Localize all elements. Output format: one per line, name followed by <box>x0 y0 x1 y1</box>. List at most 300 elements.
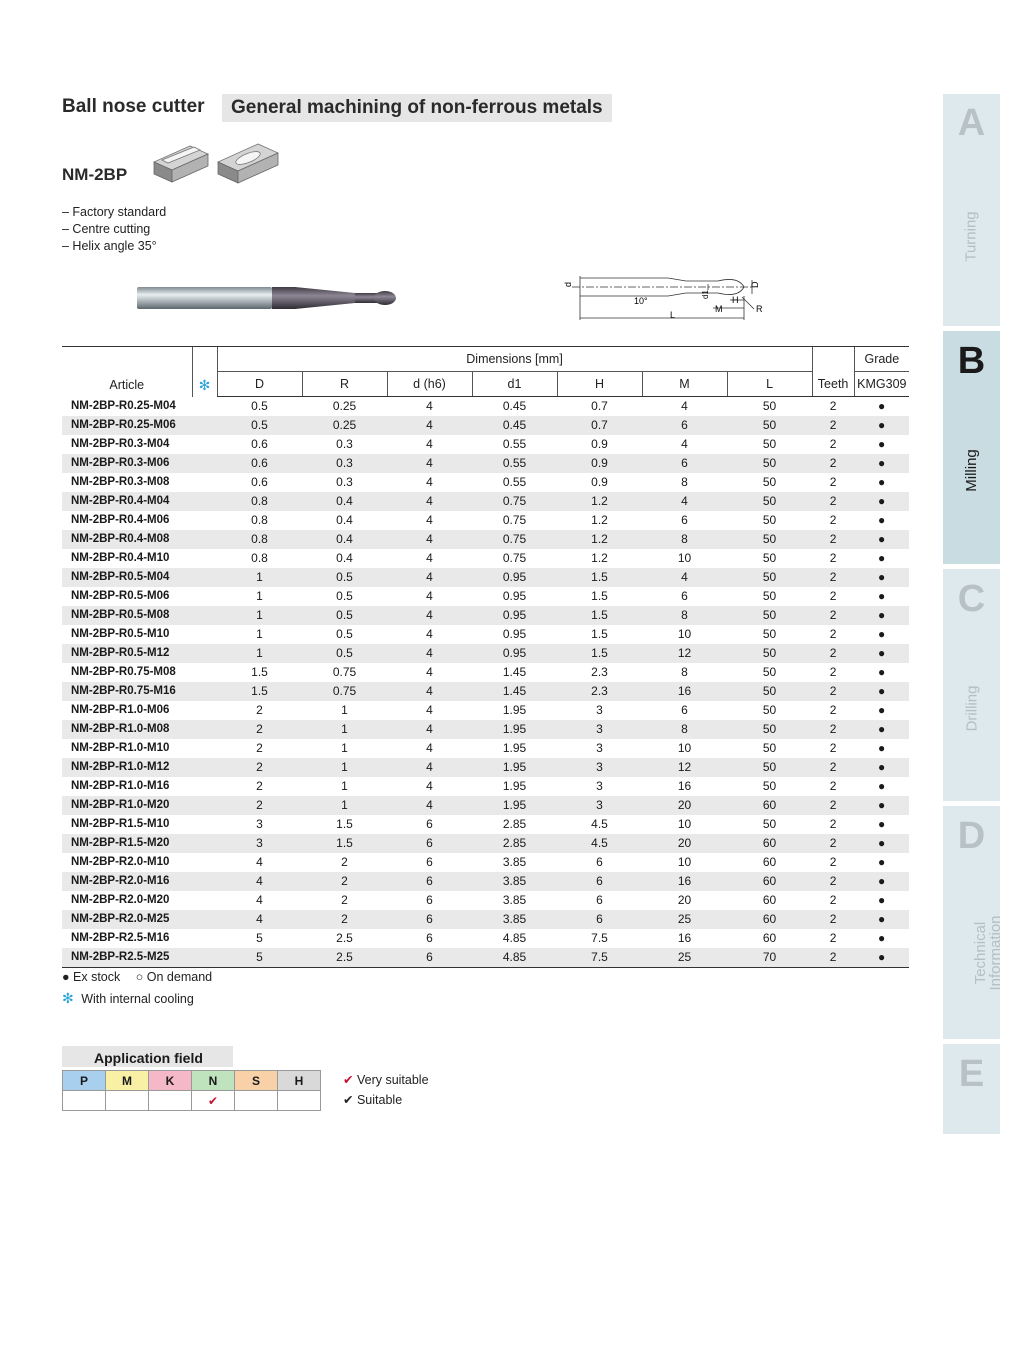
col-R: R <box>302 372 387 397</box>
cell-cooling <box>192 758 217 777</box>
cell-grade: ● <box>877 589 886 603</box>
table-row <box>62 663 909 682</box>
cell-M: 20 <box>677 893 692 907</box>
cell-R: 0.5 <box>336 646 353 660</box>
very-suitable-text: Very suitable <box>356 1073 429 1087</box>
cell-d1: 1.95 <box>502 703 527 717</box>
cell-cooling <box>192 910 217 929</box>
cell-teeth: 2 <box>829 646 837 660</box>
cell-cooling <box>192 663 217 682</box>
cell-grade: ● <box>877 855 886 869</box>
feature-item: – Helix angle 35° <box>62 239 157 253</box>
cell-cooling <box>192 435 217 454</box>
cell-d1: 1.45 <box>502 684 527 698</box>
cell-d1: 0.55 <box>502 437 527 451</box>
cell-L: 60 <box>762 836 777 850</box>
cell-D: 4 <box>256 893 263 907</box>
cell-d-h6: 4 <box>426 513 433 527</box>
cell-H: 3 <box>596 798 603 812</box>
cell-M: 12 <box>677 760 692 774</box>
cell-d1: 3.85 <box>502 855 527 869</box>
cell-grade: ● <box>877 418 886 432</box>
cell-article: NM-2BP-R0.25-M06 <box>71 419 176 431</box>
table-row <box>62 511 909 530</box>
cell-cooling <box>192 815 217 834</box>
cell-D: 4 <box>256 855 263 869</box>
cell-d1: 1.95 <box>502 779 527 793</box>
table-row <box>62 625 909 644</box>
cell-M: 4 <box>681 437 688 451</box>
cell-article: NM-2BP-R2.0-M25 <box>71 913 170 925</box>
table-row <box>62 549 909 568</box>
cell-cooling <box>192 473 217 492</box>
cell-d-h6: 4 <box>426 532 433 546</box>
col-H: H <box>557 372 642 397</box>
cell-d-h6: 4 <box>426 494 433 508</box>
cell-d-h6: 6 <box>426 893 433 907</box>
cell-teeth: 2 <box>829 456 837 470</box>
cell-grade: ● <box>877 836 886 850</box>
cell-M: 10 <box>677 551 692 565</box>
cell-L: 50 <box>762 532 777 546</box>
cell-d-h6: 4 <box>426 684 433 698</box>
cell-H: 6 <box>596 855 603 869</box>
cell-d1: 0.45 <box>502 418 527 432</box>
cell-article: NM-2BP-R1.5-M10 <box>71 818 170 830</box>
cell-cooling <box>192 530 217 549</box>
table-row <box>62 948 909 968</box>
stock-legend <box>62 970 212 984</box>
cell-teeth: 2 <box>829 722 837 736</box>
cell-H: 7.5 <box>591 931 608 945</box>
cell-R: 0.5 <box>336 570 353 584</box>
cell-H: 2.3 <box>591 665 608 679</box>
cell-L: 50 <box>762 608 777 622</box>
cell-d-h6: 4 <box>426 589 433 603</box>
cell-R: 0.4 <box>336 494 353 508</box>
feature-item: – Centre cutting <box>62 222 151 236</box>
side-tab-d-letter: D <box>957 815 986 857</box>
cell-d-h6: 4 <box>426 722 433 736</box>
cell-D: 2 <box>256 798 263 812</box>
cell-R: 1 <box>341 741 348 755</box>
cell-d-h6: 4 <box>426 665 433 679</box>
col-d1: d1 <box>472 372 557 397</box>
cell-R: 2 <box>341 912 348 926</box>
cell-teeth: 2 <box>829 741 837 755</box>
cell-M: 16 <box>677 684 692 698</box>
table-row <box>62 492 909 511</box>
cell-D: 1 <box>256 570 263 584</box>
cell-teeth: 2 <box>829 665 837 679</box>
cooling-legend-text: With internal cooling <box>81 992 194 1006</box>
cell-article: NM-2BP-R0.4-M10 <box>71 552 170 564</box>
table-row <box>62 682 909 701</box>
cell-grade: ● <box>877 703 886 717</box>
cell-M: 20 <box>677 836 692 850</box>
table-row <box>62 910 909 929</box>
cell-H: 6 <box>596 912 603 926</box>
cell-R: 2.5 <box>302 948 387 968</box>
cell-article: NM-2BP-R0.3-M04 <box>71 438 170 450</box>
cell-L: 50 <box>762 399 777 413</box>
cell-M: 8 <box>681 722 688 736</box>
cell-R: 1 <box>341 760 348 774</box>
cell-M: 8 <box>681 475 688 489</box>
cell-grade: ● <box>877 570 886 584</box>
cell-article: NM-2BP-R0.5-M10 <box>71 628 170 640</box>
cell-R: 0.25 <box>332 399 357 413</box>
table-row <box>62 606 909 625</box>
cell-grade: ● <box>877 551 886 565</box>
cell-d1: 0.95 <box>502 627 527 641</box>
cell-H: 3 <box>596 741 603 755</box>
drawing-label-L: L <box>670 310 676 320</box>
cell-H: 3 <box>596 722 603 736</box>
cell-teeth: 2 <box>829 798 837 812</box>
table-row <box>62 587 909 606</box>
table-row <box>62 815 909 834</box>
cell-R: 2 <box>341 874 348 888</box>
cell-L: 60 <box>762 874 777 888</box>
cell-article: NM-2BP-R0.4-M04 <box>71 495 170 507</box>
col-d-h6: d (h6) <box>387 372 472 397</box>
cell-d1: 0.75 <box>502 551 527 565</box>
table-row <box>62 853 909 872</box>
cell-teeth: 2 <box>829 912 837 926</box>
col-L: L <box>727 372 812 397</box>
side-tab-d-label: Technical Information <box>972 915 1004 991</box>
drawing-label-R: R <box>756 304 763 314</box>
legend-on-demand: ○ On demand <box>135 970 213 984</box>
cell-R: 0.3 <box>336 437 353 451</box>
cell-M: 12 <box>677 646 692 660</box>
cell-d1: 3.85 <box>502 893 527 907</box>
cell-cooling <box>192 701 217 720</box>
cell-M: 6 <box>681 456 688 470</box>
cell-M: 6 <box>681 513 688 527</box>
cell-M: 25 <box>677 912 692 926</box>
table-row <box>62 777 909 796</box>
application-group-n: N <box>192 1071 235 1091</box>
cell-D: 2 <box>256 779 263 793</box>
legend-ex-stock: ● Ex stock <box>62 970 121 984</box>
cell-grade: ● <box>877 779 886 793</box>
cell-article: NM-2BP-R1.0-M10 <box>71 742 170 754</box>
cell-D: 3 <box>256 817 263 831</box>
cell-grade: ● <box>877 893 886 907</box>
cell-d-h6: 4 <box>426 741 433 755</box>
cell-d-h6: 4 <box>426 608 433 622</box>
cell-d1: 3.85 <box>502 912 527 926</box>
cell-cooling <box>192 720 217 739</box>
cell-M: 4 <box>681 570 688 584</box>
cell-grade: ● <box>877 456 886 470</box>
cell-d-h6: 4 <box>426 798 433 812</box>
cell-cooling <box>192 606 217 625</box>
cell-d1: 0.55 <box>502 456 527 470</box>
cell-D: 0.8 <box>251 532 268 546</box>
cell-L: 50 <box>762 722 777 736</box>
cell-cooling <box>192 777 217 796</box>
suitable-check-icon: ✔ <box>343 1093 354 1107</box>
cell-H: 3 <box>596 779 603 793</box>
cell-L: 50 <box>762 513 777 527</box>
cell-D: 2 <box>256 703 263 717</box>
cell-d-h6: 4 <box>426 551 433 565</box>
cell-d1: 1.95 <box>502 760 527 774</box>
cell-d-h6: 4 <box>426 627 433 641</box>
cell-M: 25 <box>642 948 727 968</box>
cell-R: 0.5 <box>336 589 353 603</box>
cell-d-h6: 4 <box>426 418 433 432</box>
cell-teeth: 2 <box>829 608 837 622</box>
cell-d1: 0.45 <box>502 399 527 413</box>
cell-H: 1.2 <box>591 532 608 546</box>
cell-d1: 0.95 <box>502 608 527 622</box>
cell-M: 10 <box>677 817 692 831</box>
cell-D: 4 <box>256 912 263 926</box>
cell-H: 0.9 <box>591 437 608 451</box>
drawing-label-M: M <box>715 304 723 314</box>
side-tab-e-letter: E <box>958 1053 985 1095</box>
cell-M: 6 <box>681 589 688 603</box>
cell-cooling <box>192 948 217 968</box>
cell-d-h6: 4 <box>426 779 433 793</box>
cell-d-h6: 4 <box>426 456 433 470</box>
cell-L: 50 <box>762 741 777 755</box>
cell-L: 50 <box>762 684 777 698</box>
table-row <box>62 473 909 492</box>
cell-H: 1.2 <box>591 551 608 565</box>
cell-M: 20 <box>677 798 692 812</box>
cell-L: 60 <box>762 912 777 926</box>
table-row <box>62 872 909 891</box>
cell-teeth: 2 <box>829 760 837 774</box>
application-group-m: M <box>106 1071 149 1091</box>
cell-H: 1.2 <box>591 513 608 527</box>
page-title: Ball nose cutter <box>62 96 205 117</box>
drawing-label-H: H <box>732 295 739 305</box>
cell-L: 50 <box>762 703 777 717</box>
cell-teeth: 2 <box>829 817 837 831</box>
table-row <box>62 454 909 473</box>
cell-H: 7.5 <box>557 948 642 968</box>
cell-D: 1 <box>256 608 263 622</box>
cell-teeth: 2 <box>829 399 837 413</box>
cell-cooling <box>192 549 217 568</box>
cell-teeth: 2 <box>829 703 837 717</box>
cell-d1: 1.95 <box>502 798 527 812</box>
cell-grade: ● <box>877 684 886 698</box>
cell-teeth: 2 <box>829 779 837 793</box>
cell-L: 50 <box>762 627 777 641</box>
cell-D: 2 <box>256 722 263 736</box>
feature-item: – Factory standard <box>62 205 167 219</box>
cell-grade: ● <box>877 874 886 888</box>
cell-grade: ● <box>877 646 886 660</box>
col-D: D <box>217 372 302 397</box>
cell-cooling <box>192 454 217 473</box>
cell-grade: ● <box>877 627 886 641</box>
cell-d1: 0.95 <box>502 589 527 603</box>
cell-R: 2 <box>341 855 348 869</box>
drawing-label-d1: d1 <box>701 290 710 299</box>
cell-L: 70 <box>727 948 812 968</box>
cell-D: 0.5 <box>251 418 268 432</box>
product-table <box>62 346 909 968</box>
cell-d-h6: 4 <box>426 437 433 451</box>
cell-R: 0.5 <box>336 608 353 622</box>
cell-M: 8 <box>681 665 688 679</box>
cell-R: 1 <box>341 722 348 736</box>
cell-D: 2 <box>256 760 263 774</box>
cell-R: 1.5 <box>336 817 353 831</box>
cell-d-h6: 6 <box>426 931 433 945</box>
cell-teeth: 2 <box>829 418 837 432</box>
side-tab-c-label: Drilling <box>963 685 980 732</box>
cell-teeth: 2 <box>829 551 837 565</box>
cell-M: 10 <box>677 627 692 641</box>
cell-R: 0.4 <box>336 551 353 565</box>
cell-M: 10 <box>677 855 692 869</box>
cell-grade: ● <box>877 760 886 774</box>
cell-cooling <box>192 511 217 530</box>
cell-grade: ● <box>877 665 886 679</box>
cell-teeth: 2 <box>829 931 837 945</box>
cell-M: 16 <box>677 931 692 945</box>
cell-article: NM-2BP-R0.3-M06 <box>71 457 170 469</box>
cell-R: 2.5 <box>336 931 353 945</box>
cell-teeth: 2 <box>829 836 837 850</box>
cell-L: 50 <box>762 570 777 584</box>
cell-M: 10 <box>677 741 692 755</box>
cell-D: 1 <box>256 627 263 641</box>
cell-cooling <box>192 853 217 872</box>
feature-list <box>62 204 166 255</box>
suitable-text: Suitable <box>356 1093 403 1107</box>
cell-d1: 0.95 <box>502 646 527 660</box>
cell-L: 50 <box>762 494 777 508</box>
cell-article: NM-2BP-R0.5-M08 <box>71 609 170 621</box>
cell-grade: ● <box>877 399 886 413</box>
col-article: Article <box>62 347 192 397</box>
table-row <box>62 796 909 815</box>
cell-D: 1.5 <box>251 665 268 679</box>
cell-H: 4.5 <box>591 836 608 850</box>
cell-H: 1.5 <box>591 570 608 584</box>
cell-article: NM-2BP-R2.5-M16 <box>71 932 170 944</box>
cell-L: 60 <box>762 931 777 945</box>
cell-d-h6: 4 <box>426 703 433 717</box>
application-field-title: Application field <box>62 1046 233 1067</box>
table-row <box>62 739 909 758</box>
cell-H: 0.9 <box>591 475 608 489</box>
suitable-legend <box>343 1092 402 1107</box>
cell-d-h6: 6 <box>387 948 472 968</box>
cell-teeth: 2 <box>829 874 837 888</box>
cell-grade: ● <box>877 437 886 451</box>
cell-d-h6: 6 <box>426 855 433 869</box>
cell-grade: ● <box>877 494 886 508</box>
table-row <box>62 530 909 549</box>
cell-article: NM-2BP-R0.4-M08 <box>71 533 170 545</box>
cell-grade: ● <box>854 948 909 968</box>
cell-cooling <box>192 796 217 815</box>
cell-D: 0.6 <box>251 456 268 470</box>
cell-teeth: 2 <box>829 437 837 451</box>
cell-D: 1 <box>256 646 263 660</box>
cell-d-h6: 6 <box>426 817 433 831</box>
cell-d1: 4.85 <box>502 931 527 945</box>
cell-M: 8 <box>681 532 688 546</box>
cell-d1: 1.95 <box>502 741 527 755</box>
cell-cooling <box>192 625 217 644</box>
cell-L: 50 <box>762 418 777 432</box>
cell-teeth: 2 <box>829 589 837 603</box>
cell-cooling <box>192 929 217 948</box>
cell-L: 50 <box>762 475 777 489</box>
side-tab-a-letter: A <box>957 102 986 144</box>
cell-L: 60 <box>762 855 777 869</box>
cell-grade: ● <box>877 532 886 546</box>
cell-d-h6: 6 <box>426 836 433 850</box>
cell-R: 1.5 <box>336 836 353 850</box>
cell-R: 0.4 <box>336 532 353 546</box>
cell-R: 0.5 <box>336 627 353 641</box>
table-row <box>62 701 909 720</box>
slot-workpiece-icon <box>154 146 208 182</box>
drawing-label-D: D <box>750 281 760 288</box>
cell-D: 2 <box>256 741 263 755</box>
cell-article: NM-2BP-R0.75-M16 <box>71 685 176 697</box>
cell-L: 60 <box>762 798 777 812</box>
cell-H: 0.7 <box>591 399 608 413</box>
cell-L: 50 <box>762 760 777 774</box>
cell-d-h6: 4 <box>426 646 433 660</box>
cell-M: 6 <box>681 703 688 717</box>
cell-H: 2.3 <box>591 684 608 698</box>
cell-article: NM-2BP-R0.5-M04 <box>71 571 170 583</box>
cell-L: 50 <box>762 779 777 793</box>
cell-R: 0.3 <box>336 475 353 489</box>
cell-d-h6: 4 <box>426 475 433 489</box>
cell-M: 4 <box>681 399 688 413</box>
cell-D: 5 <box>256 931 263 945</box>
cooling-legend <box>62 990 194 1007</box>
cell-R: 0.3 <box>336 456 353 470</box>
table-row <box>62 758 909 777</box>
cell-D: 0.6 <box>251 437 268 451</box>
cell-d1: 0.75 <box>502 513 527 527</box>
cell-D: 1 <box>256 589 263 603</box>
col-grade-kmg309: KMG309 <box>854 372 909 397</box>
cell-article: NM-2BP-R2.5-M25 <box>62 948 192 968</box>
cell-d-h6: 4 <box>426 760 433 774</box>
col-M: M <box>642 372 727 397</box>
cell-L: 50 <box>762 589 777 603</box>
cell-L: 50 <box>762 646 777 660</box>
table-row <box>62 720 909 739</box>
cell-d-h6: 6 <box>426 912 433 926</box>
side-tab-b-letter: B <box>957 340 986 382</box>
cell-H: 3 <box>596 703 603 717</box>
cell-L: 50 <box>762 817 777 831</box>
cell-d-h6: 6 <box>426 874 433 888</box>
table-row <box>62 834 909 853</box>
cell-teeth: 2 <box>829 513 837 527</box>
cell-article: NM-2BP-R0.5-M12 <box>71 647 170 659</box>
